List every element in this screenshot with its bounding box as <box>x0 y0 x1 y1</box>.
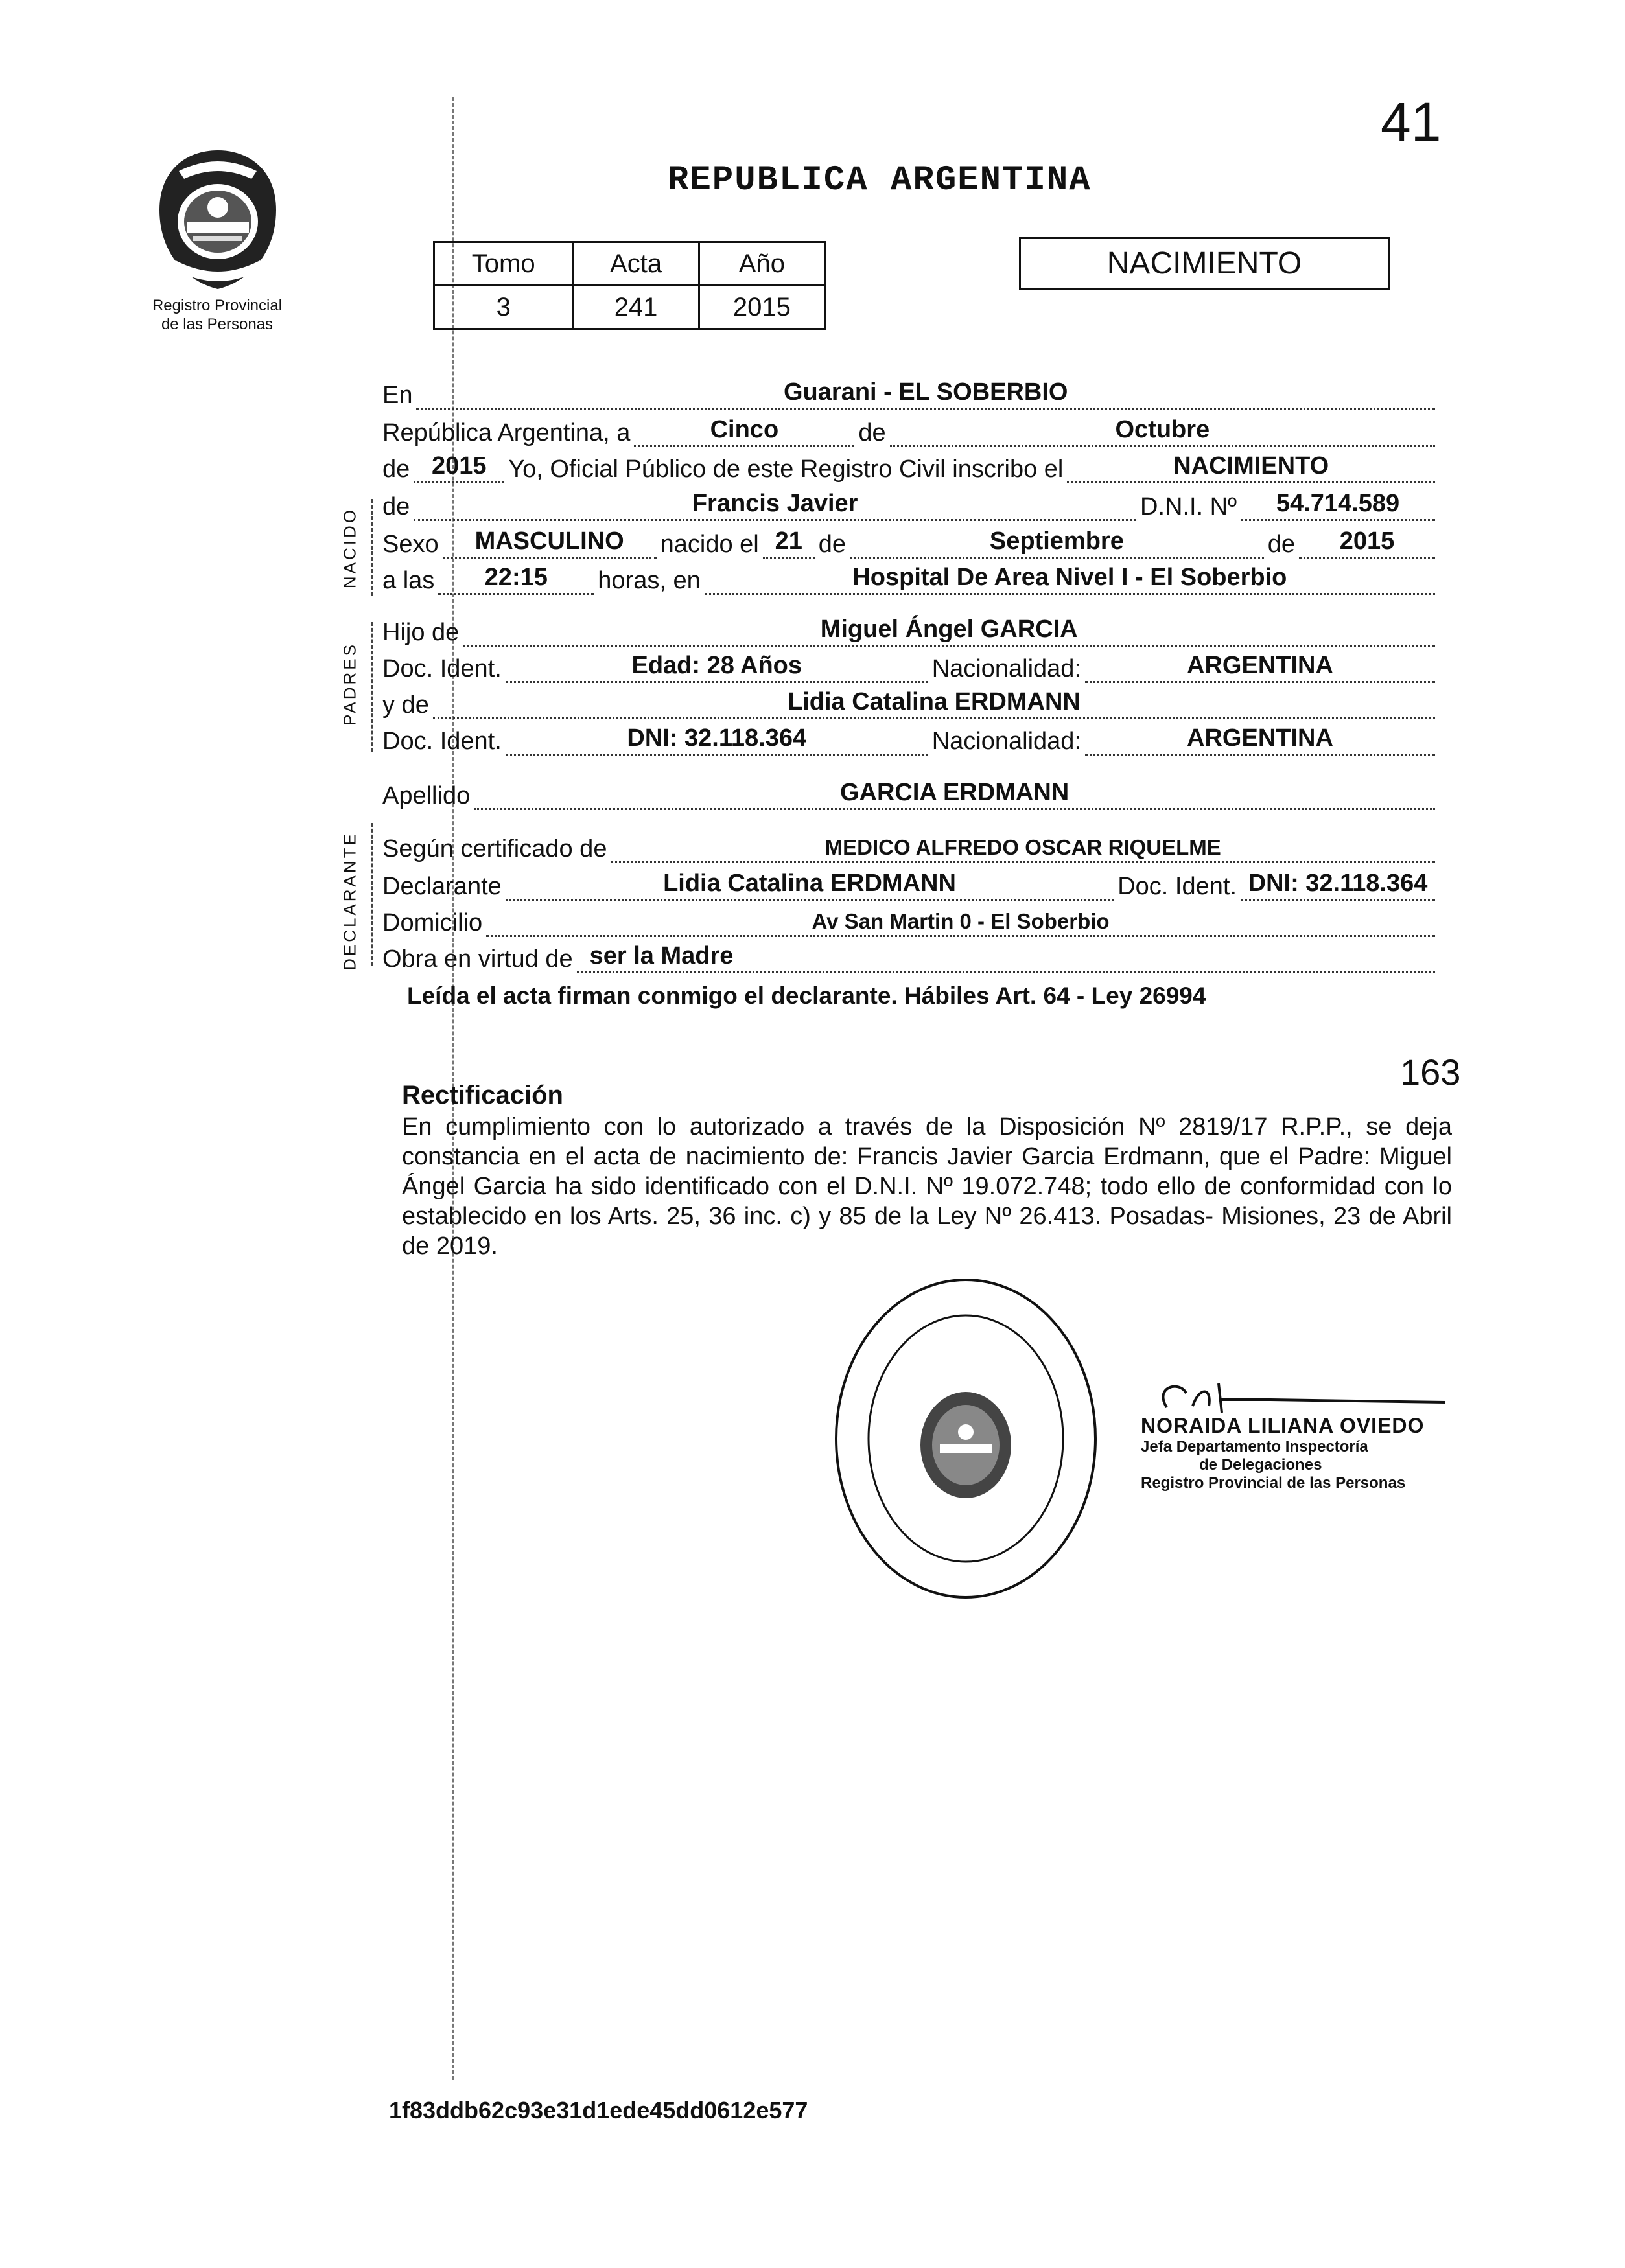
record-table <box>433 241 826 330</box>
logo-caption-line2: de las Personas <box>161 315 274 333</box>
side-label-padres: PADRES <box>340 642 360 726</box>
header-anio: Año <box>699 242 824 286</box>
field-dia-inscripcion: Cinco <box>634 417 854 447</box>
nacido-bracket <box>371 499 373 596</box>
label-yo-oficial: Yo, Oficial Público de este Registro Civil inscribo el <box>508 456 1064 483</box>
handwritten-signature <box>1141 1380 1452 1419</box>
signature-name: NORAIDA LILIANA OVIEDO <box>1141 1414 1425 1437</box>
document-hash: 1f83ddb62c93e31d1ede45dd0612e577 <box>389 2097 808 2123</box>
field-anio-inscripcion: 2015 <box>414 453 504 483</box>
label-en: En <box>382 382 413 409</box>
label-domicilio: Domicilio <box>382 909 483 936</box>
signature-line2: de Delegaciones <box>1199 1456 1322 1474</box>
label-de-anio-nac: de <box>1267 531 1295 558</box>
line-hora <box>382 550 1439 595</box>
label-padre-doc: Doc. Ident. <box>382 655 502 682</box>
field-nombre: Francis Javier <box>414 491 1136 521</box>
record-type-box: NACIMIENTO <box>1019 237 1390 290</box>
label-de-nombre: de <box>382 493 410 520</box>
label-segun-cert: Según certificado de <box>382 835 607 862</box>
label-de-mes: de <box>858 419 886 446</box>
value-anio: 2015 <box>699 286 824 329</box>
field-certificado: MEDICO ALFREDO OSCAR RIQUELME <box>611 833 1435 863</box>
label-padre-nacionalidad: Nacionalidad: <box>931 655 1081 682</box>
value-tomo: 3 <box>434 286 573 329</box>
field-en-virtud: ser la Madre <box>577 943 1435 973</box>
field-sexo: MASCULINO <box>443 528 657 559</box>
field-apellido: GARCIA ERDMANN <box>474 780 1435 810</box>
record-table-value-row <box>434 286 825 329</box>
field-madre-nacionalidad: ARGENTINA <box>1085 725 1435 756</box>
field-domicilio: Av San Martin 0 - El Soberbio <box>486 907 1435 937</box>
value-acta: 241 <box>573 286 699 329</box>
closing-line: Leída el acta firman conmigo el declarante. Hábiles Art. 64 - Ley 26994 <box>407 982 1206 1009</box>
field-anio-nacimiento: 2015 <box>1299 528 1435 559</box>
logo-caption <box>110 297 324 334</box>
field-madre-doc: DNI: 32.118.364 <box>506 725 928 756</box>
field-dia-nacimiento: 21 <box>763 528 815 559</box>
label-sexo: Sexo <box>382 531 439 558</box>
label-apellido: Apellido <box>382 782 471 809</box>
label-dni: D.N.I. Nº <box>1140 493 1237 520</box>
label-madre-doc: Doc. Ident. <box>382 728 502 755</box>
field-padre-doc: Edad: 28 Años <box>506 653 928 683</box>
signature-line3: Registro Provincial de las Personas <box>1141 1474 1406 1492</box>
rectificacion-title: Rectificación <box>402 1081 563 1109</box>
field-padre-nacionalidad: ARGENTINA <box>1085 653 1435 683</box>
label-nacido-el: nacido el <box>660 531 759 558</box>
side-label-declarante: DECLARANTE <box>340 831 360 971</box>
record-table-header-row <box>434 242 825 286</box>
label-de-anio: de <box>382 456 410 483</box>
label-declarante-doc: Doc. Ident. <box>1117 873 1237 900</box>
province-seal-logo <box>153 145 283 294</box>
signature-line1: Jefa Departamento Inspectoría <box>1141 1438 1368 1455</box>
field-madre: Lidia Catalina ERDMANN <box>433 689 1435 719</box>
field-mes-inscripcion: Octubre <box>890 417 1435 447</box>
line-obra <box>382 928 1439 973</box>
official-stamp <box>830 1270 1102 1607</box>
label-y-de: y de <box>382 691 429 719</box>
field-mes-nacimiento: Septiembre <box>850 528 1264 559</box>
logo-caption-line1: Registro Provincial <box>152 297 283 314</box>
label-declarante: Declarante <box>382 873 502 900</box>
field-tipo-inscripcion: NACIMIENTO <box>1067 453 1435 483</box>
label-hijo-de: Hijo de <box>382 619 460 646</box>
field-declarante: Lidia Catalina ERDMANN <box>506 870 1114 901</box>
declarante-bracket <box>371 823 373 966</box>
rectificacion-number: 163 <box>1400 1052 1461 1093</box>
label-obra: Obra en virtud de <box>382 945 573 973</box>
label-a-las: a las <box>382 567 435 594</box>
label-horas-en: horas, en <box>598 567 701 594</box>
field-declarante-doc: DNI: 32.118.364 <box>1241 870 1435 901</box>
signature-block <box>1141 1414 1452 1492</box>
field-hora: 22:15 <box>438 564 594 595</box>
field-dni: 54.714.589 <box>1241 491 1435 521</box>
padres-bracket <box>371 622 373 752</box>
line-apellido <box>382 765 1439 810</box>
header-acta: Acta <box>573 242 699 286</box>
field-lugar-nacimiento: Hospital De Area Nivel I - El Soberbio <box>705 564 1435 595</box>
page-number: 41 <box>1381 91 1442 152</box>
header-tomo: Tomo <box>434 242 573 286</box>
field-lugar: Guarani - EL SOBERBIO <box>416 379 1435 410</box>
field-padre: Miguel Ángel GARCIA <box>463 616 1435 647</box>
label-madre-nacionalidad: Nacionalidad: <box>931 728 1081 755</box>
label-republica: República Argentina, a <box>382 419 631 446</box>
side-label-nacido: NACIDO <box>340 507 360 589</box>
rectificacion-body: En cumplimiento con lo autorizado a través de la Disposición Nº 2819/17 R.P.P., se deja constancia en el acta de nacimiento de: Francis Javier Garcia Erdmann, que el Padre: Miguel Ángel Garcia ha sido identificado con el D.N.I. Nº 19.072.748; todo ello de conformidad con lo establecido en los Arts. 25, 36 inc. c) y 85 de la Ley Nº 26.413. Posadas- Misiones, 23 de Abril de 2019. <box>402 1113 1452 1260</box>
line-madre-doc <box>382 710 1439 756</box>
label-de-mes-nac: de <box>818 531 847 558</box>
header-title: REPUBLICA ARGENTINA <box>668 161 1092 200</box>
